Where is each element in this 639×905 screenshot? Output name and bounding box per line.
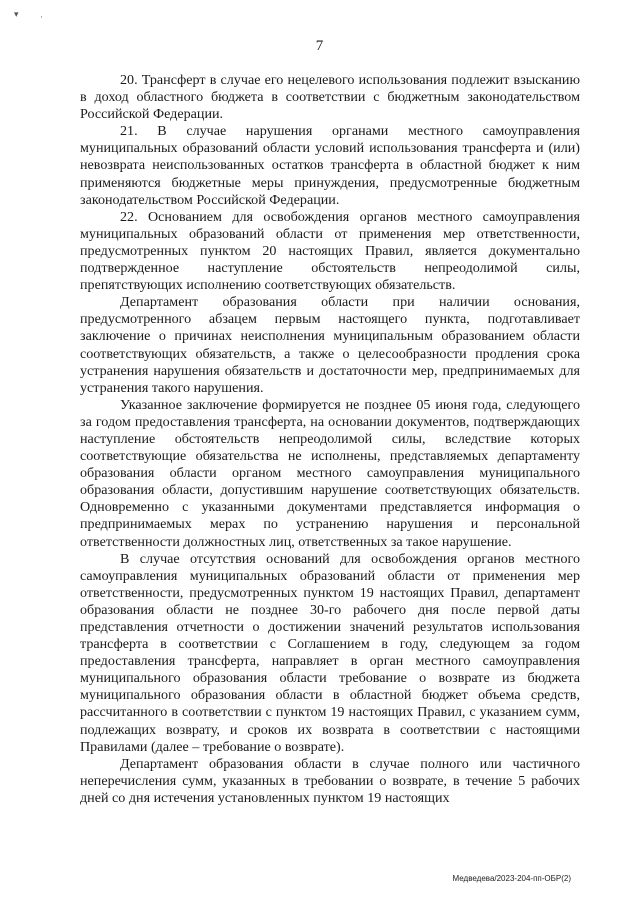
- paragraph-22-conclusion: Департамент образования области при наличии основания, предусмотренного абзацем первым настоящего пункта, подготавливает заключение о причинах неисполнения муниципальным образованием области соответствующих обязательств, а также о целесообразности продления срока устранения нарушения обязательств и достаточности мер, предпринимаемых для устранения такого нарушения.: [80, 294, 580, 396]
- paragraph-22-refund-demand: В случае отсутствия оснований для освобождения органов местного самоуправления муниципальных образований области от применения мер ответственности, предусмотренных пунктом 19 настоящих Правил, департамент образования области не позднее 30-го рабочего дня после первой даты представления отчетности о достижении значений результатов использования трансферта в соответствии с Соглашением в году, следующем за годом предоставления трансферта, направляет в орган местного самоуправления муниципального образования области требование о возврате из бюджета муниципального образования области в областной бюджет объема средств, рассчитанного в соответствии с пунктом 19 настоящих Правил, с указанием сумм, подлежащих возврату, и сроков их возврата в соответствии с настоящими Правилами (далее – требование о возврате).: [80, 550, 580, 755]
- paragraph-21: 21. В случае нарушения органами местного самоуправления муниципальных образований области условий использования трансферта и (или) невозврата неиспользованных остатков трансферта в областной бюджет к ним применяются бюджетные меры принуждения, предусмотренные бюджетным законодательством Российской Федерации.: [80, 123, 580, 208]
- paragraph-22: 22. Основанием для освобождения органов местного самоуправления муниципальных образований области от применения мер ответственности, предусмотренных пунктом 20 настоящих Правил, является документально подтвержденное наступление обстоятельств непреодолимой силы, препятствующих исполнению соответствующих обязательств.: [80, 208, 580, 294]
- page-number: 7: [315, 38, 324, 54]
- paragraph-22-deadline: Указанное заключение формируется не позднее 05 июня года, следующего за годом предоставления трансферта, на основании документов, подтверждающих наступление обстоятельств непреодолимой силы, вследствие которых соответствующие обязательства не исполнены, представляемых департаменту образования области органом местного самоуправления муниципального образования области, допустившим нарушение соответствующих обязательств. Одновременно с указанными документами представляется информация о предпринимаемых мерах по устранению нарушения и персональной ответственности должностных лиц, ответственных за такое нарушение.: [80, 396, 580, 550]
- document-footer-code: Медведева/2023-204-пп-ОБР(2): [452, 874, 571, 883]
- paragraph-20: 20. Трансферт в случае его нецелевого использования подлежит взысканию в доход областного бюджета в соответствии с бюджетным законодательством Российской Федерации.: [80, 72, 580, 123]
- document-body: [80, 72, 580, 807]
- scan-speck: ·: [40, 12, 43, 22]
- scan-speck: ▾: [14, 9, 19, 19]
- paragraph-22-nonpayment: Департамент образования области в случае полного или частичного неперечисления сумм, указанных в требовании о возврате, в течение 5 рабочих дней со дня истечения установленных пунктом 19 настоящих: [80, 755, 580, 806]
